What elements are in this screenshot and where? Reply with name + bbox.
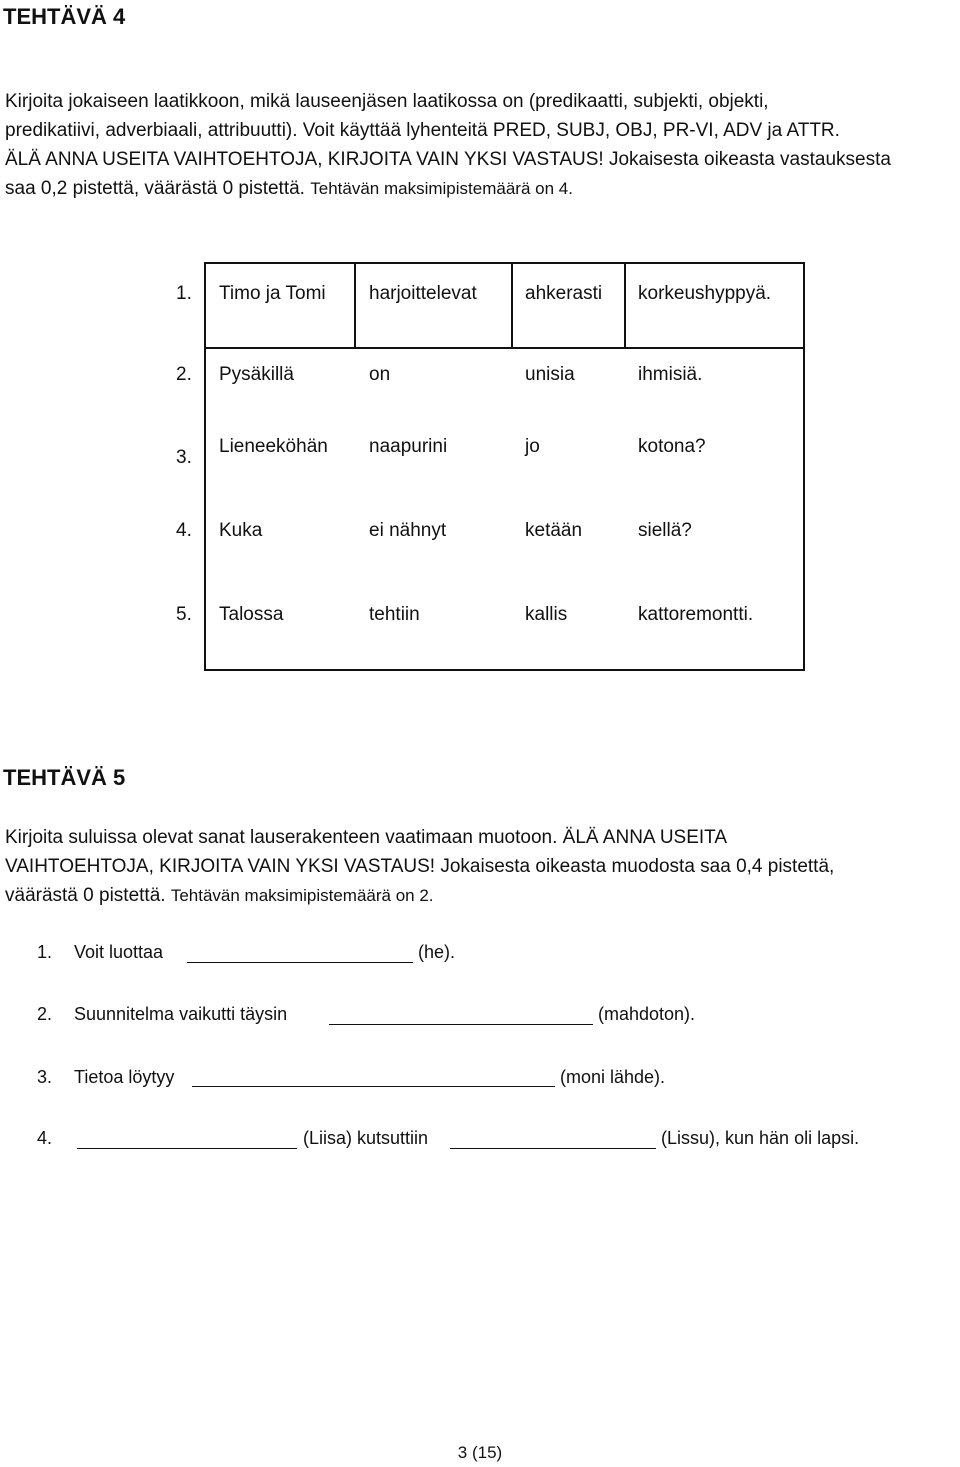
answer-blank[interactable] [192,1086,555,1087]
task5-max-points: Tehtävän maksimipistemäärä on 2. [170,886,434,905]
task5-title: TEHTÄVÄ 5 [3,765,126,790]
sentence-analysis-table [204,262,805,671]
table-cell[interactable]: Pysäkillä [219,364,294,385]
task4-instruction-line1: Kirjoita jokaiseen laatikkoon, mikä lauseenjäsen laatikossa on (predikaatti, subjekti, objekti, [5,91,769,112]
item-text-before: Tietoa löytyy [74,1067,175,1087]
table-cell[interactable]: Timo ja Tomi [219,283,326,304]
table-divider [624,264,626,349]
table-cell[interactable]: Lieneeköhän [219,436,328,457]
item-text-after: (Lissu), kun hän oli lapsi. [661,1128,860,1148]
table-cell[interactable]: kotona? [638,436,706,457]
table-divider [354,264,356,349]
item-text-after: (he). [418,942,456,962]
table-cell[interactable]: naapurini [369,436,448,457]
row-number: 4. [176,520,192,541]
task5-instruction-line1: Kirjoita suluissa olevat sanat lauserakenteen vaatimaan muotoon. ÄLÄ ANNA USEITA [5,827,728,848]
table-cell[interactable]: korkeushyppyä. [638,283,772,304]
table-cell[interactable]: harjoittelevat [369,283,477,304]
table-cell[interactable]: ketään [525,520,583,541]
table-cell[interactable]: ihmisiä. [638,364,703,385]
task4-points-text: saa 0,2 pistettä, väärästä 0 pistettä. [5,178,305,199]
table-cell[interactable]: tehtiin [369,604,420,625]
table-cell[interactable]: unisia [525,364,575,385]
answer-blank[interactable] [77,1148,297,1149]
table-cell[interactable]: ei nähnyt [369,520,447,541]
item-number: 1. [37,942,53,962]
page-number: 3 (15) [457,1443,503,1462]
item-text-after: (moni lähde). [560,1067,666,1087]
item-number: 3. [37,1067,53,1087]
task4-title: TEHTÄVÄ 4 [3,4,126,29]
item-number: 2. [37,1004,53,1024]
task4-instruction-line4 [5,174,955,203]
row-number: 5. [176,604,192,625]
item-text-before: Suunnitelma vaikutti täysin [74,1004,288,1024]
item-text-after: (mahdoton). [598,1004,696,1024]
answer-blank[interactable] [329,1024,593,1025]
task5-instruction-line2: VAIHTOEHTOJA, KIRJOITA VAIN YKSI VASTAUS! Jokaisesta oikeasta muodosta saa 0,4 pistettä, [5,856,835,877]
table-divider [511,264,513,349]
table-cell[interactable]: jo [525,436,540,457]
task4-max-points: Tehtävän maksimipistemäärä on 4. [310,179,573,198]
task5-instruction-line3 [5,881,955,910]
row-number: 1. [176,283,192,304]
row-number: 2. [176,364,192,385]
task5-points-text: väärästä 0 pistettä. [5,885,166,906]
item-text-before: Voit luottaa [74,942,164,962]
item-text-middle: (Liisa) kutsuttiin [303,1128,429,1148]
table-cell[interactable]: kallis [525,604,568,625]
table-cell[interactable]: siellä? [638,520,692,541]
table-cell[interactable]: kattoremontti. [638,604,754,625]
table-cell[interactable]: Talossa [219,604,284,625]
answer-blank[interactable] [187,962,413,963]
row-number: 3. [176,447,192,468]
table-divider [206,347,803,349]
answer-blank[interactable] [450,1148,656,1149]
item-number: 4. [37,1128,53,1148]
task4-instruction-line3: ÄLÄ ANNA USEITA VAIHTOEHTOJA, KIRJOITA VAIN YKSI VASTAUS! Jokaisesta oikeasta vastauksesta [5,149,891,170]
task4-instruction-line2: predikatiivi, adverbiaali, attribuutti). Voit käyttää lyhenteitä PRED, SUBJ, OBJ, PR-VI, ADV ja ATTR. [5,120,840,141]
table-cell[interactable]: ahkerasti [525,283,603,304]
table-cell[interactable]: Kuka [219,520,263,541]
table-cell[interactable]: on [369,364,391,385]
